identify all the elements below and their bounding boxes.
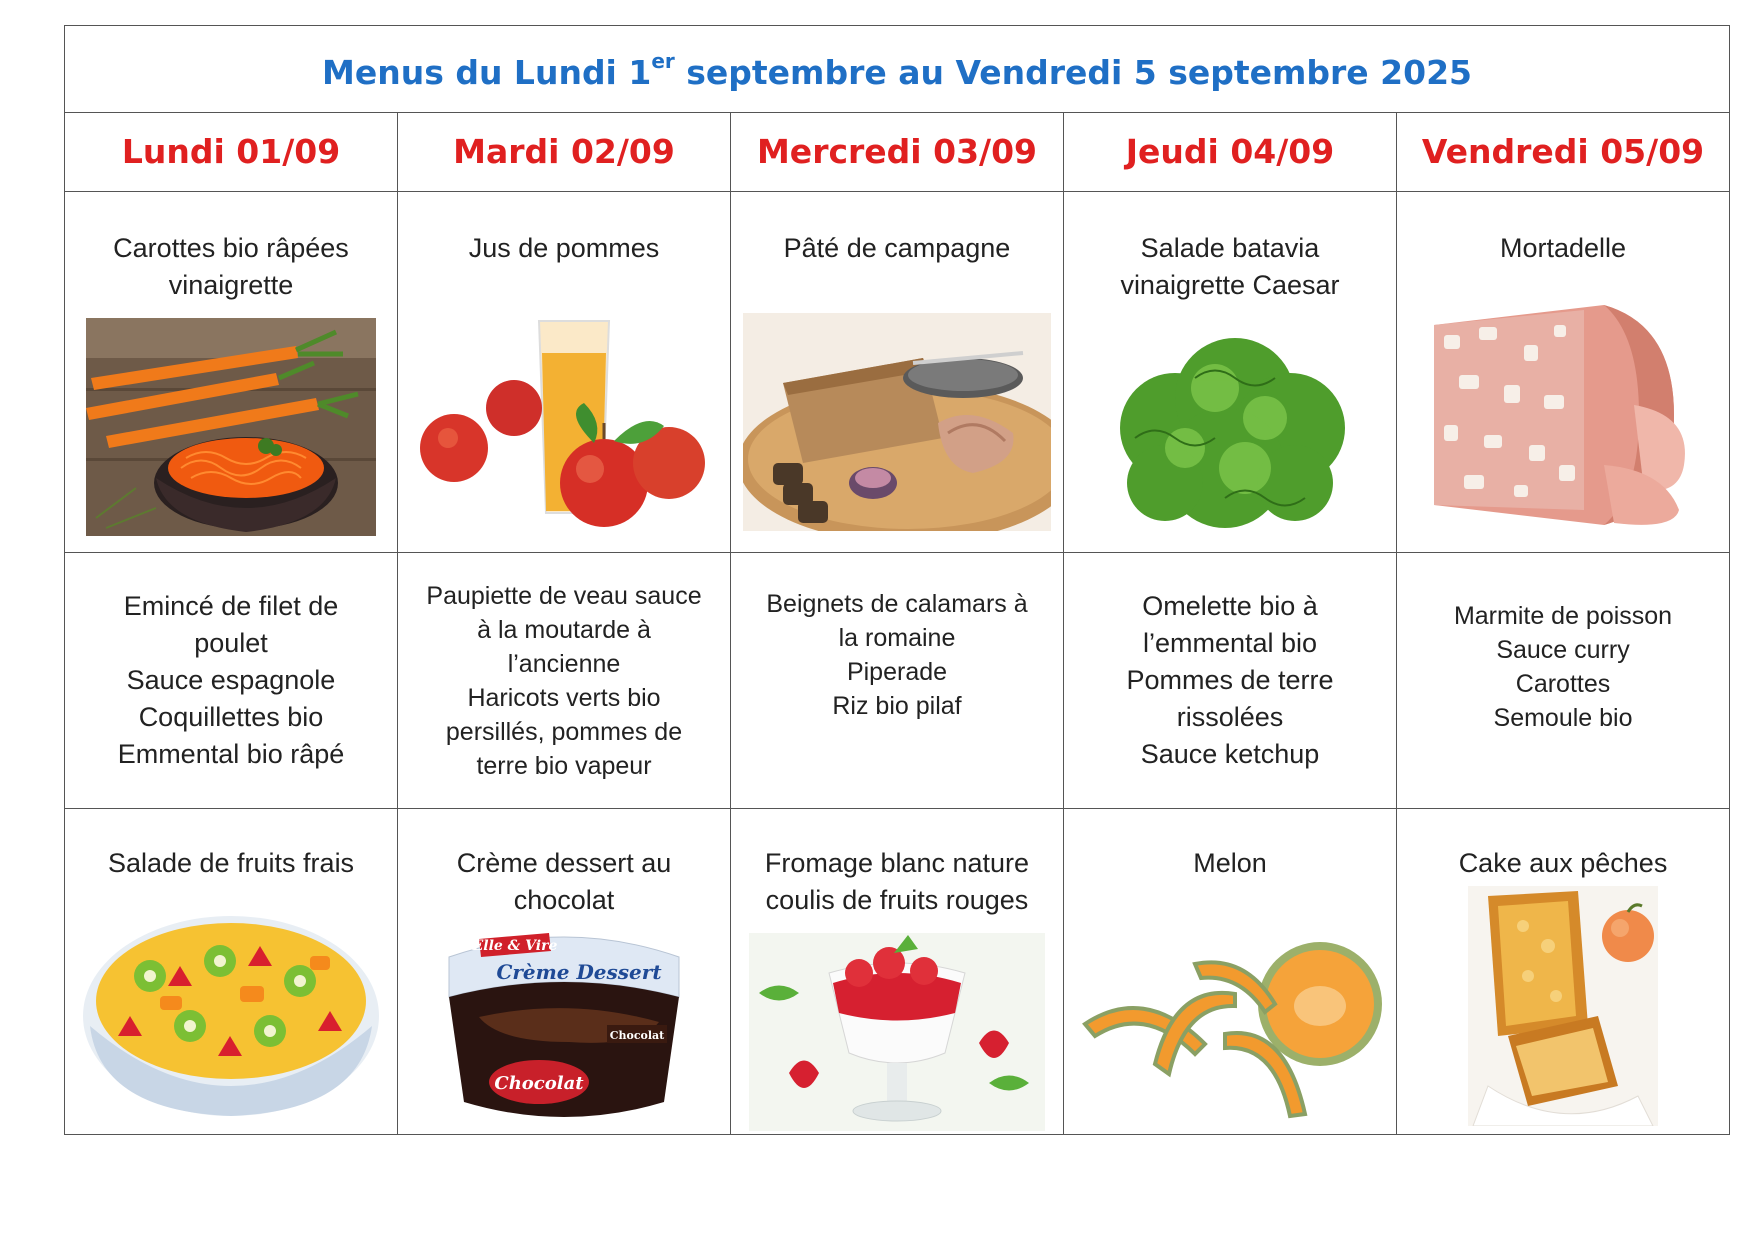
day-header-tuesday: Mardi 02/09 bbox=[398, 113, 731, 192]
main-dish-text: Omelette bio à l’emmental bio Pommes de terre rissolées Sauce ketchup bbox=[1126, 591, 1334, 769]
starter-cell-tuesday bbox=[398, 192, 731, 553]
svg-text:Chocolat: Chocolat bbox=[494, 1073, 584, 1094]
peach-cake-image bbox=[1468, 886, 1658, 1126]
starter-cell-friday bbox=[1397, 192, 1730, 553]
day-header-friday: Vendredi 05/09 bbox=[1397, 113, 1730, 192]
dessert-text: Cake aux pêches bbox=[1458, 848, 1668, 878]
lettuce-image bbox=[1105, 318, 1355, 533]
main-dish-text: Paupiette de veau sauce à la moutarde à l’ancienne Haricots verts bio persillés, pommes de terre bio vapeur bbox=[426, 581, 702, 780]
dessert-cell-wednesday bbox=[731, 809, 1064, 1135]
day-header-thursday: Jeudi 04/09 bbox=[1064, 113, 1397, 192]
main-cell-wednesday bbox=[731, 553, 1064, 809]
dessert-text: Melon bbox=[1193, 848, 1267, 878]
main-dish-text: Marmite de poisson Sauce curry Carottes Semoule bio bbox=[1453, 602, 1673, 732]
main-cell-thursday bbox=[1064, 553, 1397, 809]
chocolate-dessert-cup-image bbox=[439, 927, 689, 1127]
melon-image bbox=[1075, 924, 1385, 1124]
fromage-blanc-image bbox=[749, 933, 1045, 1131]
starter-cell-wednesday bbox=[731, 192, 1064, 553]
svg-text:Chocolat: Chocolat bbox=[609, 1029, 665, 1042]
starter-text: Mortadelle bbox=[1499, 233, 1627, 263]
mortadella-image bbox=[1434, 305, 1692, 530]
dessert-cell-thursday bbox=[1064, 809, 1397, 1135]
dessert-cell-friday bbox=[1397, 809, 1730, 1135]
starter-text: Pâté de campagne bbox=[783, 233, 1011, 263]
dessert-cell-monday bbox=[65, 809, 398, 1135]
dessert-cell-tuesday bbox=[398, 809, 731, 1135]
svg-text:Crème Dessert: Crème Dessert bbox=[496, 960, 662, 984]
starter-cell-monday bbox=[65, 192, 398, 553]
main-cell-tuesday bbox=[398, 553, 731, 809]
page-title: Menus du Lundi 1er septembre au Vendredi 5 septembre 2025 bbox=[321, 49, 1473, 92]
day-header-monday: Lundi 01/09 bbox=[65, 113, 398, 192]
dessert-text: Fromage blanc nature coulis de fruits rouges bbox=[764, 848, 1030, 915]
grated-carrots-image bbox=[86, 318, 376, 536]
fruit-salad-image bbox=[80, 906, 382, 1118]
starter-text: Jus de pommes bbox=[468, 233, 660, 263]
pate-image bbox=[743, 313, 1051, 531]
starter-text: Salade batavia vinaigrette Caesar bbox=[1120, 233, 1340, 300]
main-cell-friday bbox=[1397, 553, 1730, 809]
svg-text:Elle & Vire: Elle & Vire bbox=[472, 938, 558, 954]
title-cell bbox=[65, 26, 1730, 113]
dessert-text: Crème dessert au chocolat bbox=[456, 848, 672, 915]
starter-text: Carottes bio râpées vinaigrette bbox=[113, 233, 349, 300]
main-cell-monday bbox=[65, 553, 398, 809]
menu-table bbox=[64, 25, 1730, 1135]
main-dish-text: Beignets de calamars à la romaine Piperade Riz bio pilaf bbox=[766, 590, 1028, 720]
day-header-wednesday: Mercredi 03/09 bbox=[731, 113, 1064, 192]
apple-juice-image bbox=[414, 313, 714, 538]
dessert-text: Salade de fruits frais bbox=[107, 848, 355, 878]
starter-cell-thursday bbox=[1064, 192, 1397, 553]
main-dish-text: Emincé de filet de poulet Sauce espagnole Coquillettes bio Emmental bio râpé bbox=[117, 591, 345, 769]
